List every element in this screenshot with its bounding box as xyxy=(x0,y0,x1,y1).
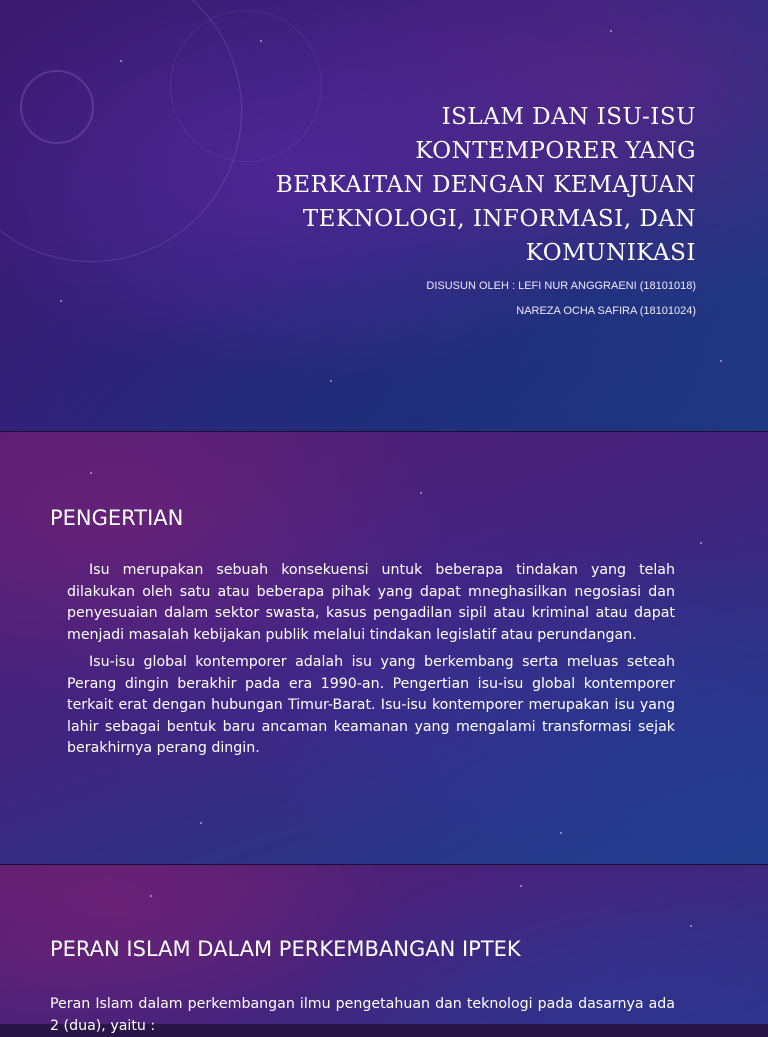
title-line: BERKAITAN DENGAN KEMAJUAN xyxy=(275,172,696,198)
star-dot xyxy=(150,895,152,897)
star-dot xyxy=(330,380,332,382)
title-line: ISLAM DAN ISU-ISU xyxy=(441,104,696,130)
paragraph: Isu-isu global kontemporer adalah isu yang berkembang serta meluas seteah Perang dingin berakhir pada era 1990-an. Pengertian isu-isu global kontemporer terkait erat dengan hubungan Timur-Barat. Isu-isu kontemporer merupakan isu yang lahir sebagai bentuk baru ancaman keamanan yang mengalami transformasi sejak berakhirnya perang dingin. xyxy=(67,654,675,756)
author-line-second: NAREZA OCHA SAFIRA (18101024) xyxy=(516,305,696,317)
section-heading: PENGERTIAN xyxy=(50,506,184,530)
title-line: TEKNOLOGI, INFORMASI, DAN xyxy=(302,206,696,232)
author-line-first: DISUSUN OLEH : LEFI NUR ANGGRAENI (18101018) xyxy=(426,280,696,292)
body-text xyxy=(67,560,675,766)
presentation-title xyxy=(176,100,696,270)
star-dot xyxy=(690,925,692,927)
star-dot xyxy=(420,492,422,494)
paragraph: Peran Islam dalam perkembangan ilmu pengetahuan dan teknologi pada dasarnya ada 2 (dua), yaitu : xyxy=(50,996,675,1034)
title-line: KONTEMPORER YANG xyxy=(415,138,696,164)
pengertian-slide xyxy=(0,432,768,865)
decorative-ring xyxy=(20,70,94,144)
star-dot xyxy=(610,30,612,32)
paragraph: Isu merupakan sebuah konsekuensi untuk beberapa tindakan yang telah dilakukan oleh satu atau beberapa pihak yang dapat mneghasilkan negosiasi dan penyesuaian dalam sektor swasta, kasus pengadilan sipil atau kriminal atau dapat menjadi masalah kebijakan publik melalui tindakan legislatif atau perundangan. xyxy=(67,562,675,643)
title-block xyxy=(176,100,696,318)
star-dot xyxy=(120,60,122,62)
title-line: KOMUNIKASI xyxy=(525,240,696,266)
star-dot xyxy=(520,885,522,887)
star-dot xyxy=(720,360,722,362)
star-dot xyxy=(60,300,62,302)
star-dot xyxy=(90,472,92,474)
star-dot xyxy=(700,542,702,544)
peran-islam-slide xyxy=(0,865,768,1034)
star-dot xyxy=(560,832,562,834)
section-heading: PERAN ISLAM DALAM PERKEMBANGAN IPTEK xyxy=(50,937,521,961)
title-slide xyxy=(0,0,768,432)
star-dot xyxy=(200,822,202,824)
star-dot xyxy=(260,40,262,42)
